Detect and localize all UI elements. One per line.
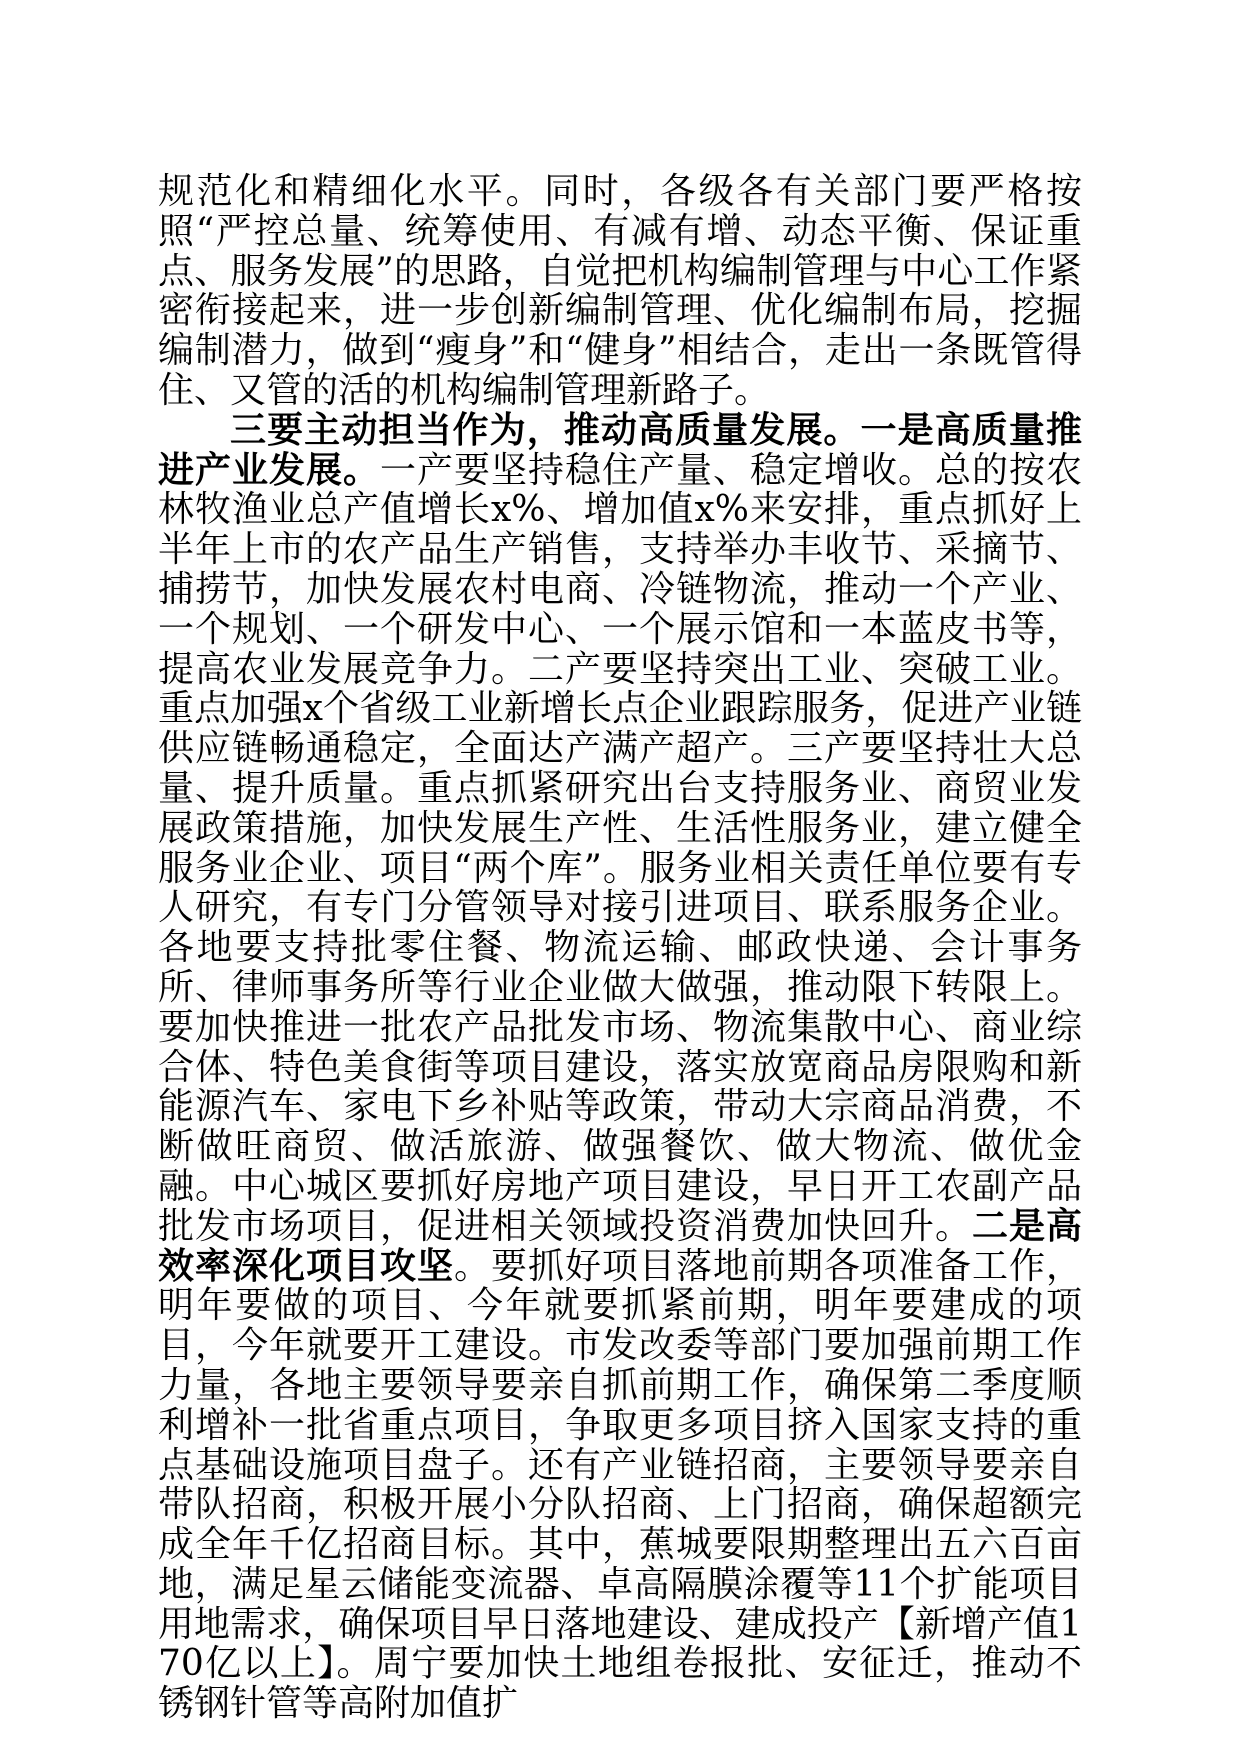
paragraph-2 bbox=[158, 408, 1082, 1725]
body-text-project-push: 。要抓好项目落地前期各项准备工作，明年要做的项目、今年就要抓紧前期，明年要建成的项目，今年就要开工建设。市发改委等部门要加强前期工作力量，各地主要领导要亲自抓前期工作，确保第二季度顺利增补一批省重点项目，争取更多项目挤入国家支持的重点基础设施项目盘子。还有产业链招商，主要领导要亲自带队招商，积极开展小分队招商、上门招商，确保超额完成全年千亿招商目标。其中，蕉城要限期整理出五六百亩地，满足星云储能变流器、卓高隔膜涂覆等11个扩能项目用地需求，确保项目早日落地建设、建成投产【新增产值170亿以上】。周宁要加快土地组卷报批、安征迁，推动不锈钢针管等高附加值扩 bbox=[158, 1245, 1082, 1725]
subheading-industry-development: 一是高质量推进产业发展。 bbox=[158, 408, 1082, 491]
subheading-project-push: 二是高效率深化项目攻坚 bbox=[158, 1204, 1082, 1287]
document-page bbox=[158, 172, 1082, 1724]
paragraph-1: 规范化和精细化水平。同时，各级各有关部门要严格按照“严控总量、统筹使用、有减有增、动态平衡、保证重点、服务发展”的思路，自觉把机构编制管理与中心工作紧密衔接起来，进一步创新编制管理、优化编制布局，挖掘编制潜力，做到“瘦身”和“健身”相结合，走出一条既管得住、又管的活的机构编制管理新路子。 bbox=[158, 171, 1082, 411]
body-text-industry-development: 一产要坚持稳住产量、稳定增收。总的按农林牧渔业总产值增长x%、增加值x%来安排，重点抓好上半年上市的农产品生产销售，支持举办丰收节、采摘节、捕捞节，加快发展农村电商、冷链物流，推动一个产业、一个规划、一个研发中心、一个展示馆和一本蓝皮书等，提高农业发展竞争力。二产要坚持突出工业、突破工业。重点加强x个省级工业新增长点企业跟踪服务，促进产业链供应链畅通稳定，全面达产满产超产。三产要坚持壮大总量、提升质量。重点抓紧研究出台支持服务业、商贸业发展政策措施，加快发展生产性、生活性服务业，建立健全服务业企业、项目“两个库”。服务业相关责任单位要有专人研究，有专门分管领导对接引进项目、联系服务企业。各地要支持批零住餐、物流运输、邮政快递、会计事务所、律师事务所等行业企业做大做强，推动限下转限上。要加快推进一批农产品批发市场、物流集散中心、商业综合体、特色美食街等项目建设，落实放宽商品房限购和新能源汽车、家电下乡补贴等政策，带动大宗商品消费，不断做旺商贸、做活旅游、做强餐饮、做大物流、做优金融。中心城区要抓好房地产项目建设，早日开工农副产品批发市场项目，促进相关领域投资消费加快回升。 bbox=[158, 449, 1082, 1247]
section-heading: 三要主动担当作为，推动高质量发展。 bbox=[230, 408, 861, 451]
